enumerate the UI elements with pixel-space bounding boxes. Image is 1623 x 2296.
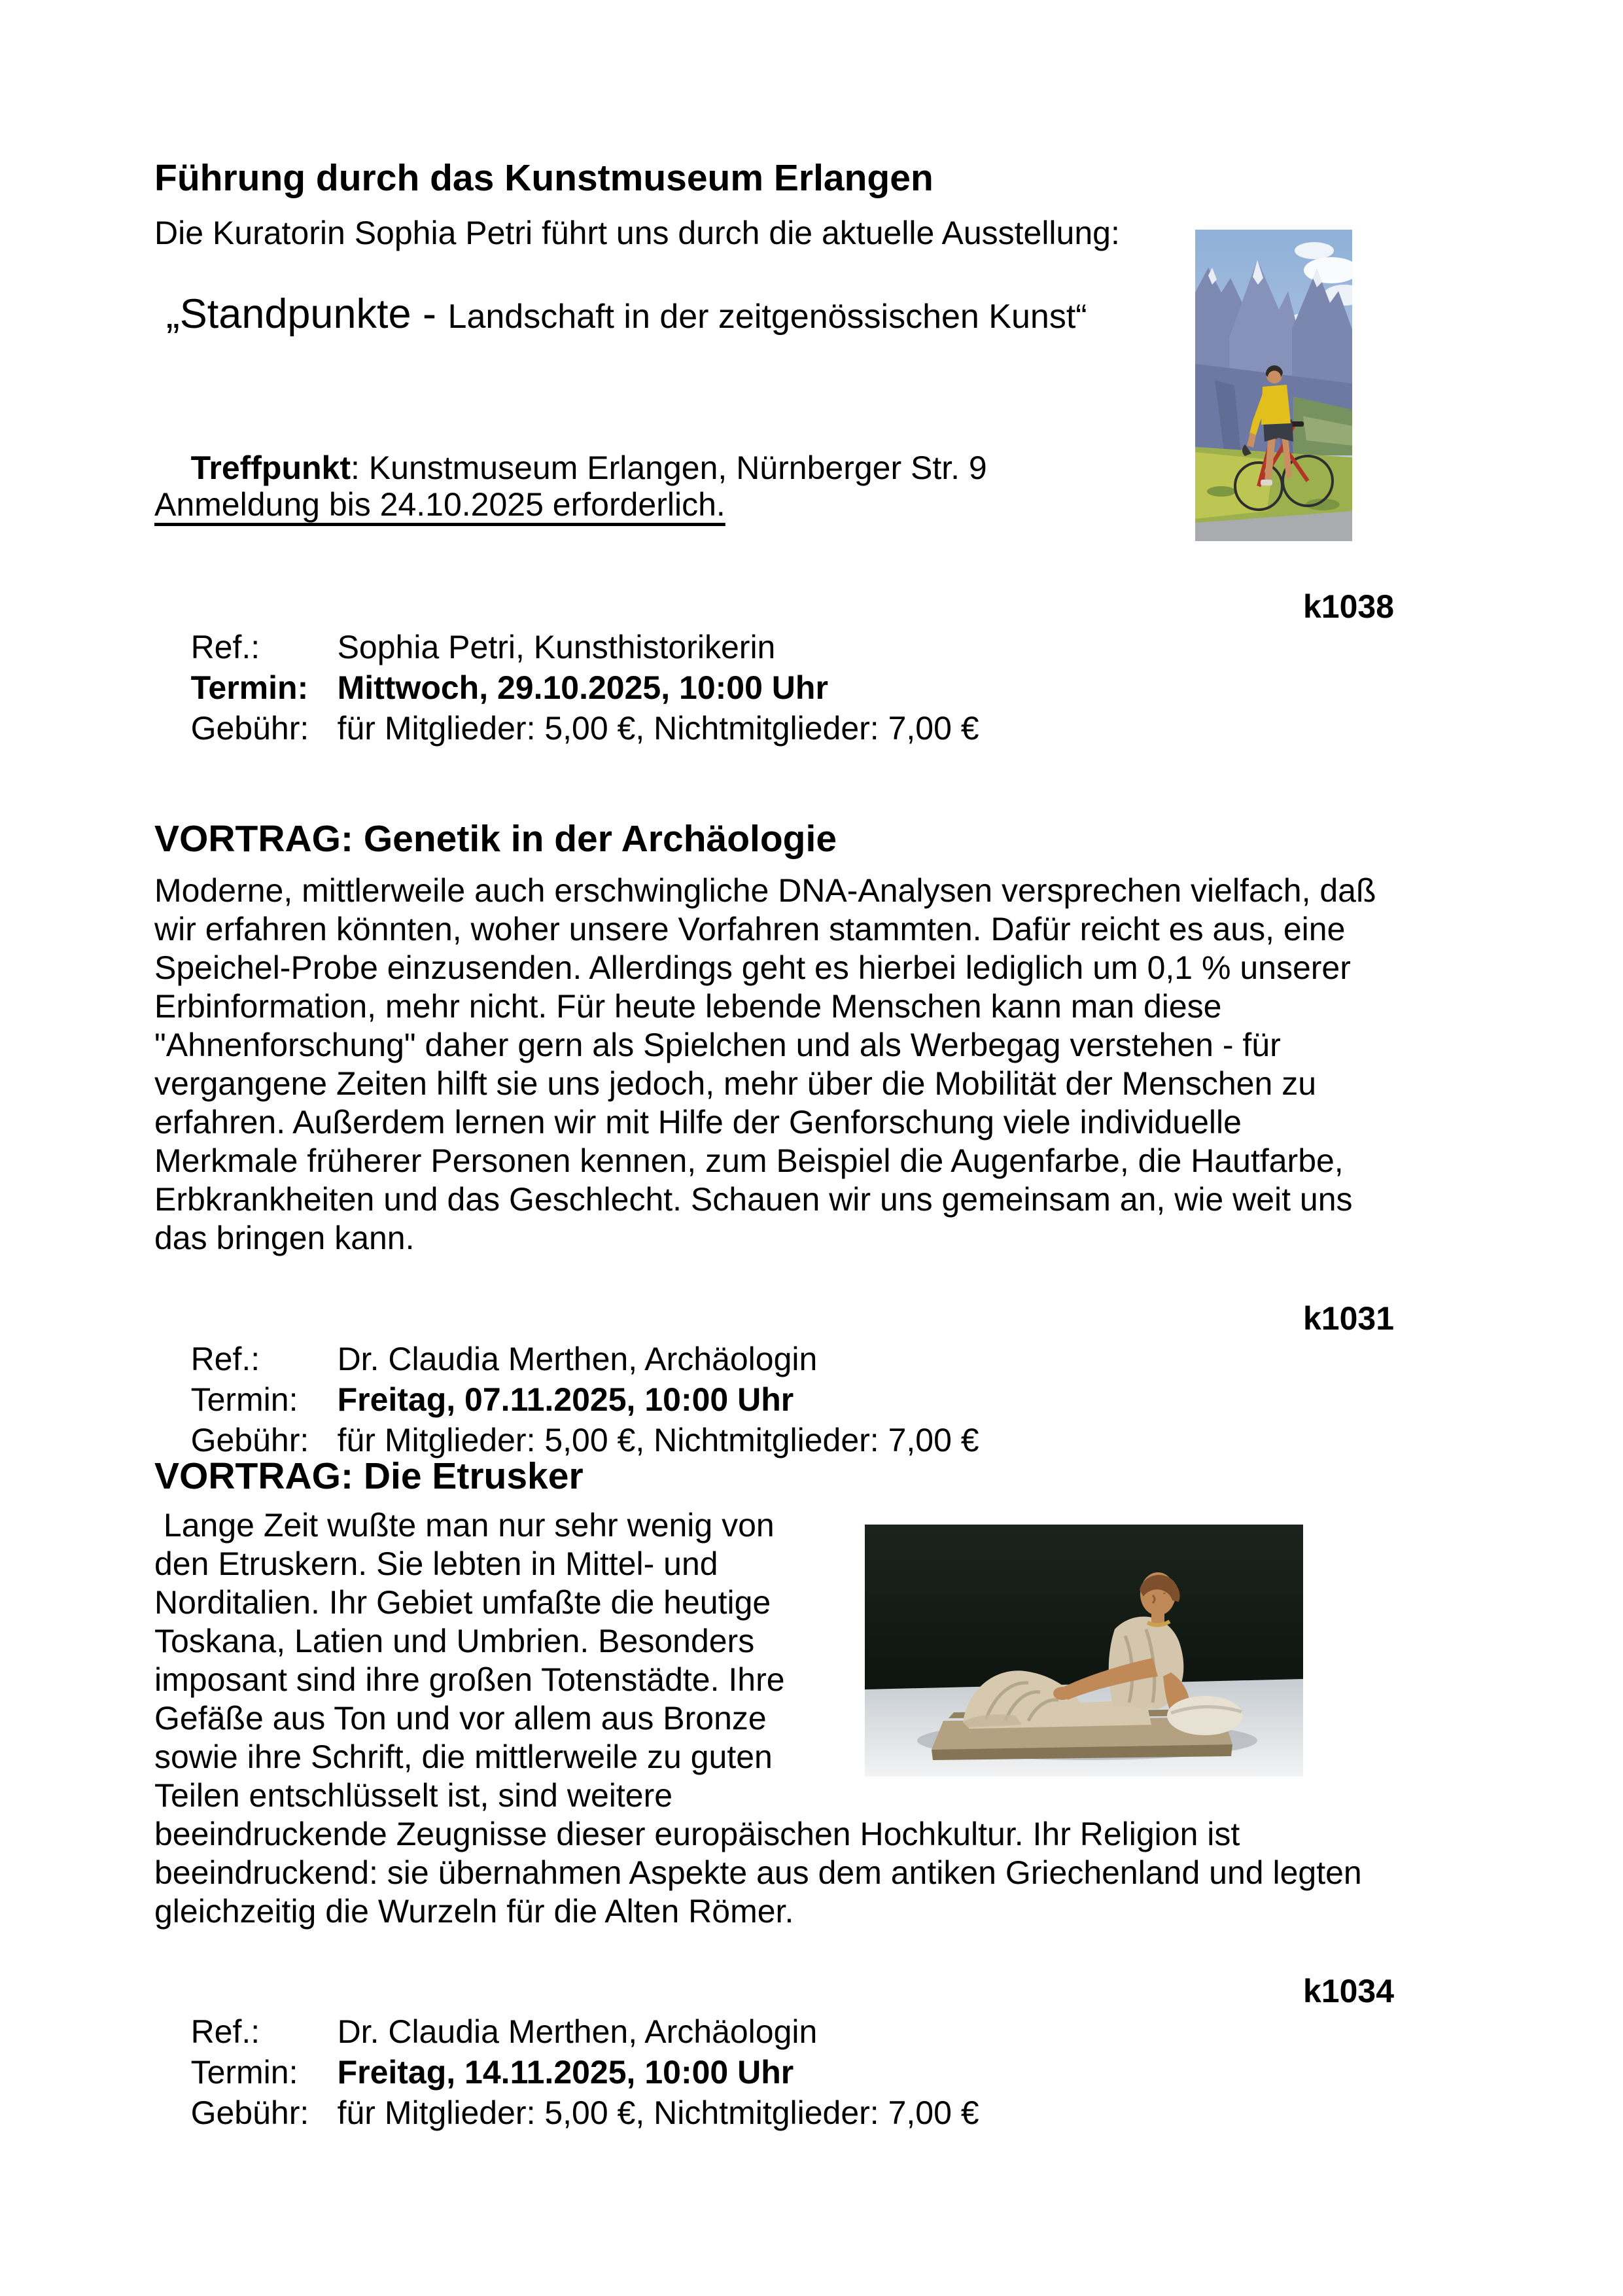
section-title-etrusker: VORTRAG: Die Etrusker	[154, 1455, 584, 1497]
treffpunkt-label: Treffpunkt	[190, 450, 351, 486]
ref-label: Ref.:	[190, 1341, 260, 1377]
info-row-gebuehr-1	[154, 667, 1469, 789]
paragraph-line: beeindruckend: sie übernahmen Aspekte aus dem antiken Griechenland und legten	[154, 1854, 1362, 1891]
termin-label: Termin:	[190, 2054, 298, 2091]
paragraph-line: "Ahnenforschung" daher gern als Spielchen und als Werbegag verstehen - für	[154, 1027, 1281, 1063]
paragraph-line: beeindruckende Zeugnisse dieser europäischen Hochkultur. Ihr Religion ist	[154, 1816, 1240, 1852]
paragraph-line: Lange Zeit wußte man nur sehr wenig von	[154, 1507, 775, 1544]
photo-cyclist-mountains	[1195, 230, 1352, 541]
termin-value: Mittwoch, 29.10.2025, 10:00 Uhr	[337, 669, 828, 706]
termin-value: Freitag, 07.11.2025, 10:00 Uhr	[337, 1381, 794, 1418]
paragraph-line: imposant sind ihre großen Totenstädte. Ihre	[154, 1661, 785, 1698]
info-row-gebuehr-3	[154, 2052, 1469, 2174]
ref-value: Dr. Claudia Merthen, Archäologin	[337, 1341, 818, 1377]
fuehrung-anmeldung-deadline: Anmeldung bis 24.10.2025 erforderlich.	[154, 486, 725, 523]
quote-small-part: Landschaft in der zeitgenössischen Kunst“	[447, 298, 1087, 336]
genetik-paragraph	[154, 872, 1476, 1258]
gebuehr-value: für Mitglieder: 5,00 €, Nichtmitglieder: 7,00 €	[337, 710, 979, 747]
event-code: k1034	[1303, 1973, 1395, 2009]
gebuehr-label: Gebühr:	[190, 710, 309, 747]
event-code: k1031	[1303, 1300, 1395, 1337]
paragraph-line: den Etruskern. Sie lebten in Mittel- und	[154, 1545, 718, 1582]
section-title-fuehrung: Führung durch das Kunstmuseum Erlangen	[154, 157, 934, 199]
paragraph-line: Erbkrankheiten und das Geschlecht. Schauen wir uns gemeinsam an, wie weit uns	[154, 1181, 1353, 1218]
fuehrung-exhibition-quote	[154, 278, 1087, 350]
termin-value: Freitag, 14.11.2025, 10:00 Uhr	[337, 2054, 794, 2091]
gebuehr-label: Gebühr:	[190, 1422, 309, 1458]
gebuehr-label: Gebühr:	[190, 2094, 309, 2131]
section-title-genetik: VORTRAG: Genetik in der Archäologie	[154, 818, 837, 860]
termin-label: Termin:	[190, 1381, 298, 1418]
treffpunkt-text: : Kunstmuseum Erlangen, Nürnberger Str. 9	[351, 450, 987, 486]
etruscan-sculpture-illustration	[865, 1525, 1303, 1776]
photo-etruscan-sculpture	[865, 1525, 1303, 1776]
event-code: k1038	[1303, 588, 1395, 625]
paragraph-line: Moderne, mittlerweile auch erschwingliche DNA-Analysen versprechen vielfach, daß	[154, 872, 1376, 909]
ref-label: Ref.:	[190, 2013, 260, 2050]
ref-label: Ref.:	[190, 629, 260, 665]
paragraph-line: das bringen kann.	[154, 1220, 415, 1256]
gebuehr-value: für Mitglieder: 5,00 €, Nichtmitglieder: 7,00 €	[337, 1422, 979, 1458]
paragraph-line: Teilen entschlüsselt ist, sind weitere	[154, 1777, 673, 1814]
cyclist-mountains-illustration	[1195, 230, 1352, 541]
paragraph-line: Merkmale früherer Personen kennen, zum Beispiel die Augenfarbe, die Hautfarbe,	[154, 1142, 1344, 1179]
fuehrung-intro: Die Kuratorin Sophia Petri führt uns durch die aktuelle Ausstellung:	[154, 215, 1120, 251]
ref-value: Dr. Claudia Merthen, Archäologin	[337, 2013, 818, 2050]
paragraph-line: gleichzeitig die Wurzeln für die Alten Römer.	[154, 1893, 794, 1930]
termin-label: Termin:	[190, 669, 309, 706]
paragraph-line: Speichel-Probe einzusenden. Allerdings geht es hierbei lediglich um 0,1 % unserer	[154, 949, 1351, 986]
paragraph-line: Erbinformation, mehr nicht. Für heute lebende Menschen kann man diese	[154, 988, 1222, 1025]
gebuehr-value: für Mitglieder: 5,00 €, Nichtmitglieder: 7,00 €	[337, 2094, 979, 2131]
paragraph-line: erfahren. Außerdem lernen wir mit Hilfe der Genforschung viele individuelle	[154, 1104, 1242, 1140]
paragraph-line: Toskana, Latien und Umbrien. Besonders	[154, 1623, 755, 1659]
quote-large-part: „Standpunkte -	[166, 291, 448, 337]
paragraph-line: Gefäße aus Ton und vor allem aus Bronze	[154, 1700, 767, 1737]
paragraph-line: Norditalien. Ihr Gebiet umfaßte die heutige	[154, 1584, 771, 1621]
paragraph-line: sowie ihre Schrift, die mittlerweile zu guten	[154, 1739, 773, 1775]
paragraph-line: vergangene Zeiten hilft sie uns jedoch, mehr über die Mobilität der Menschen zu	[154, 1065, 1317, 1102]
paragraph-line: wir erfahren könnten, woher unsere Vorfahren stammten. Dafür reicht es aus, eine	[154, 911, 1346, 947]
ref-value: Sophia Petri, Kunsthistorikerin	[337, 629, 776, 665]
